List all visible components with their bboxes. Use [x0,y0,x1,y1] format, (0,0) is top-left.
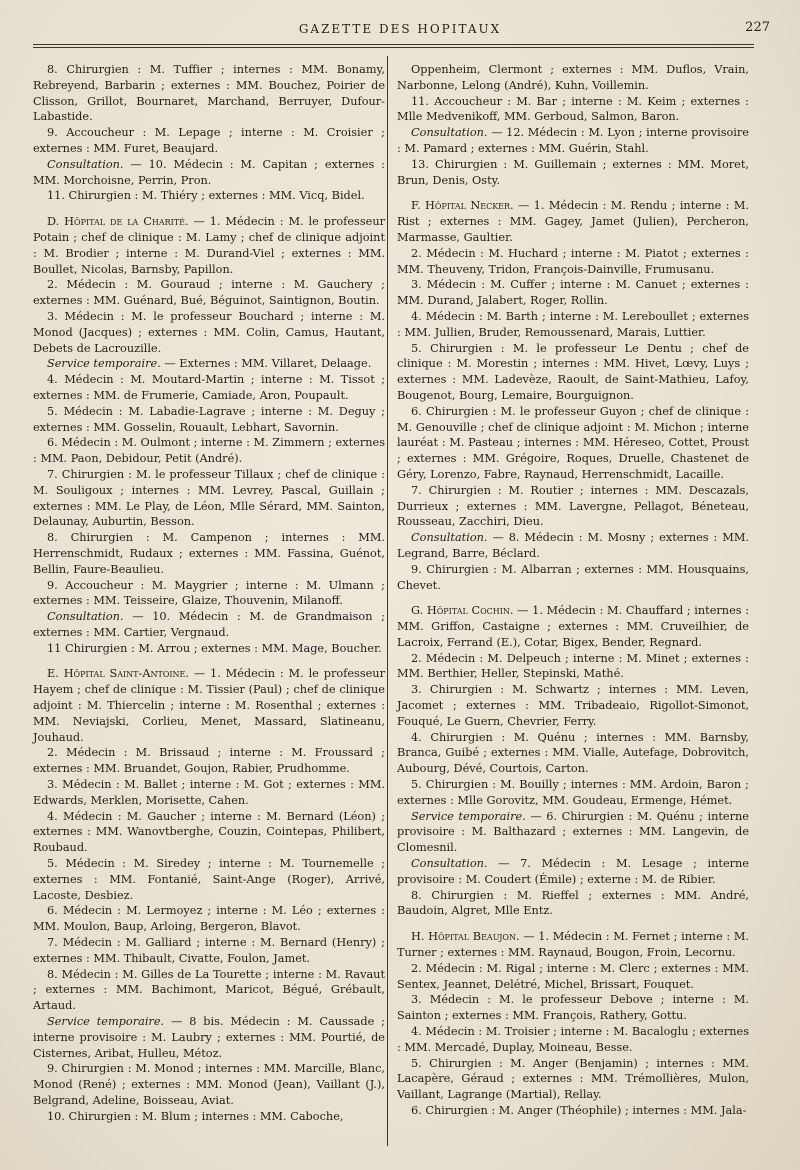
service-entry [397,888,749,920]
entry-text: 9. Chirurgien : M. Albarran ; externes : MM. Housquains, Chevet. [397,562,749,592]
entry-text: 6. Chirurgien : M. le professeur Guyon ; chef de clinique : M. Genouville ; chef de clinique adjoint : M. Michon ; interne lauréat : M. Pasteau ; internes : MM. Héreseo, Cottet, Proust ; externes : MM. Grégoire, Roques, Druelle, Chastenet de Géry, Lorenzo, Fabre, Raynaud, Herrenschmidt, Lacaille. [397,404,749,481]
entry-text: — 1. Médecin : M. Rendu ; interne : M. Rist ; externes : MM. Gagey, Jamet (Julien), Percheron, Marmasse, Gaultier. [397,199,749,244]
entry-text: 3. Médecin : M. le professeur Bouchard ; interne : M. Monod (Jacques) ; externes : MM. Colin, Camus, Hautant, Debets de Lacrouzille. [33,309,385,355]
service-type-label: Service temporaire. [47,1015,165,1029]
entry-text: — 8 bis. Médecin : M. Caussade ; interne provisoire : M. Laubry ; externes : MM. Pourtié, de Cisternes, Aribat, Hulleu, Métoz. [33,1015,385,1060]
entry-text: 5. Médecin : M. Labadie-Lagrave ; interne : M. Deguy ; externes : MM. Gosselin, Rouault, Lebhart, Savornin. [33,404,385,434]
service-entry [33,1061,385,1108]
right-column [397,62,749,1119]
entry-text: — 10. Médecin : M. de Grandmaison ; externes : MM. Cartier, Vergnaud. [33,610,385,639]
section-letter: E. [47,667,64,681]
service-entry [397,277,749,309]
entry-text: 4. Médecin : M. Moutard-Martin ; interne : M. Tissot ; externes : MM. de Frumerie, Camiade, Aron, Poupault. [33,373,385,402]
entry-text: 5. Chirurgien : M. Anger (Benjamin) ; internes : MM. Lacapère, Géraud ; externes : MM. Trémollières, Mulon, Vaillant, Lagrange (Martial), Rellay. [397,1056,749,1102]
service-entry [397,404,749,483]
entry-text: 2. Médecin : M. Brissaud ; interne : M. Froussard ; externes : MM. Bruandet, Goujon, Rabier, Prudhomme. [33,746,385,776]
service-entry [33,903,385,935]
entry-text: 9. Accoucheur : M. Maygrier ; interne : M. Ulmann ; externes : MM. Teisseire, Glaize, Thouvenin, Milanoff. [33,578,385,608]
service-entry [397,961,749,993]
service-type-label: Service temporaire. [47,357,161,371]
hospital-section-heading [397,603,749,650]
service-entry [33,356,385,372]
service-entry [397,341,749,404]
hospital-section-heading [33,666,385,745]
entry-text: 4. Chirurgien : M. Quénu ; internes : MM. Barnsby, Branca, Guibé ; externes : MM. Vialle, Autefage, Dobrovitch, Aubourg, Dévé, Courtois, Carton. [397,730,749,776]
service-entry [397,1103,749,1119]
service-entry [33,62,385,125]
service-entry [397,730,749,777]
service-entry [397,1024,749,1056]
entry-text: — 10. Médecin : M. Capitan ; externes : MM. Morchoisne, Perrin, Pron. [33,157,385,187]
entry-text: — 1. Médecin : M. le professeur Potain ; chef de clinique : M. Lamy ; chef de clinique adjoint : M. Brodier ; interne : M. Durand-Viel ; externes : MM. Boullet, Nicolas, Barnsby, Papillon. [33,215,386,276]
hospital-name: Hôpital Beaujon. [428,930,520,944]
entry-text: 5. Médecin : M. Siredey ; interne : M. Tournemelle ; externes : MM. Fontanié, Saint-Ange (Roger), Arrivé, Lacoste, Desbiez. [33,857,385,902]
page-title: GAZETTE DES HOPITAUX [298,22,502,36]
service-entry [33,609,385,641]
service-entry [33,467,385,530]
service-type-label: Consultation. [47,610,124,624]
service-entry [33,809,385,856]
service-entry [397,777,749,809]
entry-text: — 1. Médecin : M. Chauffard ; internes : MM. Griffon, Castaigne ; externes : MM. Cruveilhier, de Lacroix, Ferrand (E.), Cotar, Bigex, Bender, Regnard. [397,604,750,649]
service-type-label: Consultation. [411,126,488,140]
entry-text: 2. Médecin : M. Rigal ; interne : M. Clerc ; externes : MM. Sentex, Jeannet, Delétré, Michel, Brissart, Fouquet. [397,961,749,991]
hospital-name: Hôpital de la Charité. [64,215,189,229]
service-entry [33,967,385,1014]
left-column [33,62,385,1125]
service-entry [397,309,749,341]
hospital-section-heading [33,214,385,277]
service-entry [397,1056,749,1103]
hospital-name: Hôpital Saint-Antoine. [63,667,189,681]
entry-text: 13. Chirurgien : M. Guillemain ; externes : MM. Moret, Brun, Denis, Osty. [397,157,749,187]
service-entry [397,483,749,530]
service-entry [397,530,749,562]
entry-text: — 1. Médecin : M. Fernet ; interne : M. Turner ; externes : MM. Raynaud, Bougon, Froin, Lecornu. [397,930,749,960]
entry-text: 3. Médecin : M. le professeur Debove ; interne : M. Sainton ; externes : MM. François, Rathery, Gottu. [397,993,749,1023]
service-entry [33,125,385,157]
section-letter: H. [411,930,429,944]
hospital-name: Hôpital Necker. [425,199,514,213]
entry-text: 11 Chirurgien : M. Arrou ; externes : MM. Mage, Boucher. [47,641,382,655]
header-rule-top [33,44,754,45]
hospital-name: Hôpital Cochin. [426,604,514,618]
service-entry [33,188,385,204]
service-type-label: Consultation. [47,157,124,171]
entry-text: 4. Médecin : M. Gaucher ; interne : M. Bernard (Léon) ; externes : MM. Wanovtberghe, Couzin, Cointepas, Philibert, Roubaud. [33,809,385,855]
entry-text: — 1. Médecin : M. le professeur Hayem ; chef de clinique : M. Tissier (Paul) ; chef de clinique adjoint : M. Thiercelin ; interne : M. Rosenthal ; externes : MM. Neviajski, Corlieu, Menet, Massard, Slatineanu, Jouhaud. [33,667,385,744]
service-entry [33,578,385,610]
service-entry [397,682,749,729]
header-rule-bottom [33,47,754,48]
entry-text: 8. Chirurgien : M. Rieffel ; externes : MM. André, Baudoin, Algret, Mlle Entz. [397,888,749,918]
entry-text: 5. Chirurgien : M. le professeur Le Dentu ; chef de clinique : M. Morestin ; internes : MM. Hivet, Lœvy, Luys ; externes : MM. Ladevèze, Raoult, de Saint-Mathieu, Lafoy, Bougenot, Bourg, Lemaire, Bourguignon. [397,341,749,402]
service-type-label: Service temporaire. [411,809,526,823]
section-letter: G. [411,604,427,618]
entry-text: 4. Médecin : M. Troisier ; interne : M. Bacaloglu ; externes : MM. Mercadé, Duplay, Moineau, Besse. [397,1025,749,1054]
service-entry [33,856,385,903]
service-type-label: Consultation. [411,857,488,871]
page-number: 227 [745,20,770,35]
entry-text: 6. Médecin : M. Lermoyez ; interne : M. Léo ; externes : MM. Moulon, Baup, Arloing, Bergeron, Blavot. [33,904,385,934]
service-type-label: Consultation. [411,531,488,545]
entry-text: 11. Accoucheur : M. Bar ; interne : M. Keim ; externes : Mlle Medvenikoff, MM. Gerboud, Salmon, Baron. [397,94,749,124]
entry-text: Oppenheim, Clermont ; externes : MM. Duflos, Vrain, Narbonne, Lelong (André), Kuhn, Voillemin. [397,63,749,92]
entry-text: 8. Médecin : M. Gilles de La Tourette ; interne : M. Ravaut ; externes : MM. Bachimont, Maricot, Bégué, Grébault, Artaud. [33,967,385,1013]
service-entry [397,62,749,94]
entry-text: 8. Chirurgien : M. Tuffier ; internes : MM. Bonamy, Rebreyend, Barbarin ; externes : MM. Bouchez, Poirier de Clisson, Grillot, Bournaret, Marchand, Berruyer, Dufour-Labastide. [33,63,385,124]
entry-text: 3. Médecin : M. Ballet ; interne : M. Got ; externes : MM. Edwards, Merklen, Morisette, Cahen. [33,778,385,807]
entry-text: 5. Chirurgien : M. Bouilly ; internes : MM. Ardoin, Baron ; externes : Mlle Gorovitz, MM. Goudeau, Ermenge, Hémet. [397,778,749,807]
service-entry [33,1014,385,1061]
service-entry [397,809,749,856]
section-letter: D. [47,215,65,229]
service-entry [397,562,749,594]
entry-text: 10. Chirurgien : M. Blum ; internes : MM. Caboche, [47,1109,344,1123]
service-entry [33,777,385,809]
service-entry [33,277,385,309]
service-entry [33,372,385,404]
service-entry [33,641,385,657]
service-entry [397,94,749,126]
service-entry [33,530,385,577]
entry-text: — 8. Médecin : M. Mosny ; externes : MM. Legrand, Barre, Béclard. [397,531,749,560]
service-entry [397,856,749,888]
section-letter: F. [411,199,426,213]
entry-text: 7. Chirurgien : M. le professeur Tillaux ; chef de clinique : M. Souligoux ; internes : MM. Levrey, Pascal, Guillain ; externes : MM. Le Play, de Léon, Mlle Sérard, MM. Sainton, Delaunay, Auburtin, Besson. [33,467,385,529]
hospital-section-heading [397,929,749,961]
service-entry [397,125,749,157]
service-entry [397,651,749,683]
hospital-section-heading [397,198,749,245]
column-divider [387,56,388,1146]
entry-text: 6. Médecin : M. Oulmont ; interne : M. Zimmern ; externes : MM. Paon, Debidour, Petit (André). [33,436,385,466]
service-entry [397,992,749,1024]
entry-text: 2. Médecin : M. Huchard ; interne : M. Piatot ; externes : MM. Theuveny, Tridon, François-Dainville, Frumusanu. [397,246,749,276]
entry-text: 7. Chirurgien : M. Routier ; internes : MM. Descazals, Durrieux ; externes : MM. Lavergne, Pellagot, Béneteau, Rousseau, Zacchiri, Dieu. [397,483,749,529]
page-header [30,18,770,42]
entry-text: 2. Médecin : M. Gouraud ; interne : M. Gauchery ; externes : MM. Guénard, Bué, Béguinot, Saintignon, Boutin. [33,278,385,308]
entry-text: 8. Chirurgien : M. Campenon ; internes : MM. Herrenschmidt, Rudaux ; externes : MM. Fassina, Guénot, Bellin, Faure-Beaulieu. [33,531,385,576]
entry-text: 7. Médecin : M. Galliard ; interne : M. Bernard (Henry) ; externes : MM. Thibault, Civatte, Foulon, Jamet. [33,936,385,965]
entry-text: 2. Médecin : M. Delpeuch ; interne : M. Minet ; externes : MM. Berthier, Heller, Stepinski, Mathé. [397,651,749,681]
service-entry [397,246,749,278]
entry-text: — Externes : MM. Villaret, Delaage. [160,357,372,371]
entry-text: — 6. Chirurgien : M. Quénu ; interne provisoire : M. Balthazard ; externes : MM. Langevin, de Clomesnil. [397,809,749,855]
entry-text: 4. Médecin : M. Barth ; interne : M. Lereboullet ; externes : MM. Jullien, Bruder, Remoussenard, Marais, Luttier. [397,309,749,339]
service-entry [33,935,385,967]
service-entry [33,745,385,777]
entry-text: 9. Chirurgien : M. Monod ; internes : MM. Marcille, Blanc, Monod (René) ; externes : MM. Monod (Jean), Vaillant (J.), Belgrand, Adeline, Boisseau, Aviat. [33,1062,385,1107]
service-entry [33,309,385,356]
entry-text: 11. Chirurgien : M. Thiéry ; externes : MM. Vicq, Bidel. [47,189,365,203]
service-entry [33,435,385,467]
service-entry [33,1109,385,1125]
entry-text: — 12. Médecin : M. Lyon ; interne provisoire : M. Pamard ; externes : MM. Guérin, Stahl. [397,126,749,155]
service-entry [33,404,385,436]
service-entry [397,157,749,189]
entry-text: — 7. Médecin : M. Lesage ; interne provisoire : M. Coudert (Émile) ; externe : M. de Ribier. [397,857,749,886]
entry-text: 3. Chirurgien : M. Schwartz ; internes : MM. Leven, Jacomet ; externes : MM. Tribadeaio, Rigollot-Simonot, Fouqué, Le Guern, Chevrier, Ferry. [397,683,749,728]
entry-text: 3. Médecin : M. Cuffer ; interne : M. Canuet ; externes : MM. Durand, Jalabert, Roger, Rollin. [397,278,749,308]
service-entry [33,157,385,189]
entry-text: 6. Chirurgien : M. Anger (Théophile) ; internes : MM. Jala- [411,1104,747,1117]
entry-text: 9. Accoucheur : M. Lepage ; interne : M. Croisier ; externes : MM. Furet, Beaujard. [33,126,385,155]
